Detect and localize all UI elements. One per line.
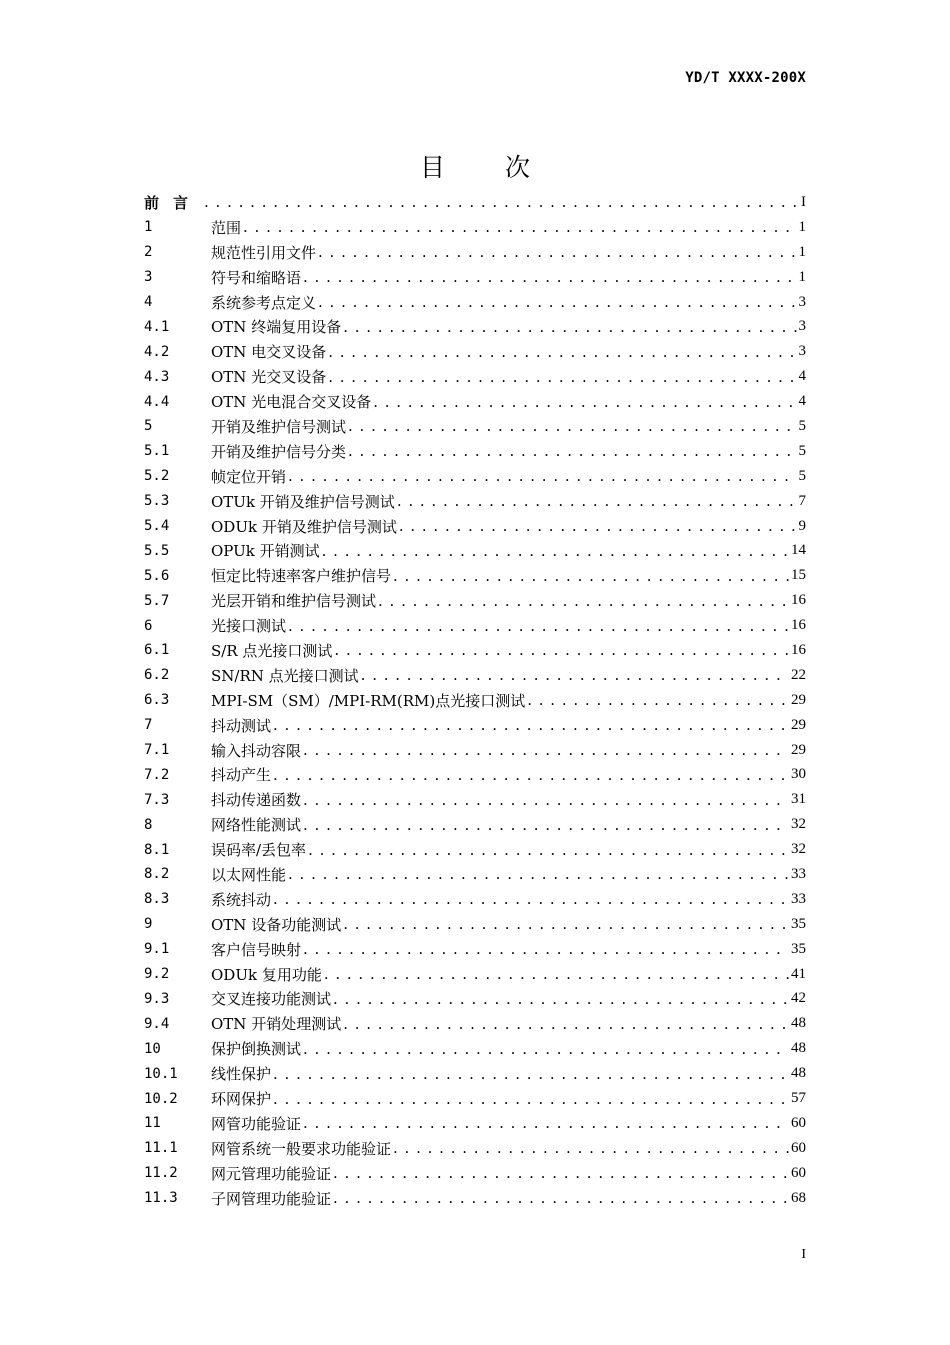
toc-row[interactable]	[144, 314, 806, 339]
toc-page-number: 16	[791, 592, 806, 609]
toc-row[interactable]	[144, 837, 806, 862]
toc-number: 6	[144, 617, 153, 634]
toc-entry-title: 保护倒换测试	[211, 1040, 302, 1059]
toc-row[interactable]	[144, 414, 806, 439]
toc-entry-title: OTN 光电混合交叉设备	[211, 393, 372, 412]
toc-page-number: 32	[791, 841, 806, 858]
toc-leader-dots	[378, 592, 789, 610]
toc-row[interactable]	[144, 215, 806, 240]
toc-row[interactable]	[144, 290, 806, 315]
toc-row[interactable]	[144, 962, 806, 987]
toc-row[interactable]	[144, 240, 806, 265]
toc-entry-title: S/R 点光接口测试	[211, 641, 333, 660]
toc-leader-dots	[273, 716, 789, 734]
toc-entry-title: 网管功能验证	[211, 1114, 302, 1133]
toc-page-number: 29	[791, 741, 806, 758]
toc-row[interactable]	[144, 514, 806, 539]
toc-number: 4	[144, 294, 153, 310]
toc-number: 9.1	[144, 941, 170, 958]
toc-number: 9.2	[144, 966, 170, 983]
toc-number: 8.3	[144, 891, 170, 908]
toc-page-number: 30	[791, 766, 806, 783]
toc-number: 7.1	[144, 742, 170, 759]
toc-leader-dots	[273, 1065, 789, 1083]
toc-number: 5.5	[144, 542, 170, 559]
toc-page-number: 16	[791, 617, 806, 634]
toc-row[interactable]	[144, 538, 806, 563]
toc-number: 5.3	[144, 493, 170, 510]
toc-leader-dots	[527, 691, 789, 709]
toc-entry-title: OTN 光交叉设备	[211, 368, 327, 387]
toc-row[interactable]	[144, 937, 806, 962]
toc-page-number: 29	[791, 716, 806, 733]
toc-page-number: 15	[791, 567, 806, 584]
toc-row[interactable]	[144, 439, 806, 464]
toc-entry-title: 帧定位开销	[211, 467, 287, 486]
toc-leader-dots	[361, 666, 789, 684]
toc-page-number: 33	[791, 890, 806, 907]
toc-page-number: 16	[791, 641, 806, 658]
toc-page-number: 22	[791, 666, 806, 683]
toc-leader-dots	[399, 517, 797, 535]
toc-entry-title: OTUk 开销及维护信号测试	[211, 492, 395, 511]
toc-row[interactable]	[144, 1086, 806, 1111]
toc-entry-title: SN/RN 点光接口测试	[211, 666, 359, 685]
toc-entry-title: 范围	[211, 218, 242, 237]
toc-entry-title: 光层开销和维护信号测试	[211, 592, 377, 611]
toc-number: 4.1	[144, 318, 170, 335]
toc-leader-dots	[343, 915, 789, 933]
toc-number: 2	[144, 244, 153, 261]
toc-row[interactable]	[144, 862, 806, 887]
toc-page-number: 5	[798, 442, 806, 459]
toc-leader-dots	[333, 1189, 789, 1207]
toc-number: 7	[144, 717, 153, 734]
toc-leader-dots	[333, 990, 789, 1008]
toc-leader-dots	[343, 1015, 789, 1033]
toc-entry-title: 输入抖动容限	[211, 741, 302, 760]
toc-page-number: 60	[791, 1114, 806, 1131]
toc-row[interactable]	[144, 1036, 806, 1061]
toc-entry-title: OTN 设备功能测试	[211, 915, 342, 934]
toc-entry-title: 网管系统一般要求功能验证	[211, 1139, 392, 1158]
toc-page-number: 4	[798, 368, 806, 385]
toc-page-number: 48	[791, 1065, 806, 1082]
toc-row[interactable]	[144, 364, 806, 389]
toc-number: 11.1	[144, 1140, 178, 1157]
toc-number: 5.1	[144, 443, 170, 460]
toc-leader-dots	[343, 318, 796, 336]
toc-row-preface[interactable]	[144, 190, 806, 215]
toc-number: 10.2	[144, 1090, 178, 1107]
toc-row[interactable]	[144, 912, 806, 937]
toc-row[interactable]	[144, 787, 806, 812]
toc-entry-title: 以太网性能	[211, 865, 287, 884]
toc-row[interactable]	[144, 762, 806, 787]
toc-page-number: 31	[791, 791, 806, 808]
toc-row[interactable]	[144, 663, 806, 688]
toc-entry-title: 误码率/丢包率	[211, 841, 307, 860]
toc-leader-dots	[333, 1164, 789, 1182]
toc-entry-title: 抖动产生	[211, 766, 272, 785]
toc-number: 9.3	[144, 990, 170, 1007]
toc-number: 10	[144, 1040, 161, 1057]
toc-page-number: 33	[791, 865, 806, 882]
toc-entry-title: MPI-SM（SM）/MPI-RM(RM)点光接口测试	[211, 691, 526, 710]
toc-page-number: 35	[791, 915, 806, 932]
toc-entry-title: 光接口测试	[211, 617, 287, 636]
toc-leader-dots	[393, 1139, 789, 1157]
toc-number: 5	[144, 418, 153, 435]
toc-entry-title: 规范性引用文件	[211, 243, 317, 262]
toc-leader-dots	[348, 417, 796, 435]
toc-entry-title: 环网保护	[211, 1090, 272, 1108]
toc-leader-dots	[373, 393, 796, 411]
toc-row[interactable]	[144, 613, 806, 638]
toc-row[interactable]	[144, 1111, 806, 1136]
toc-entry-title: 前言	[144, 193, 203, 212]
toc-entry-title: 系统抖动	[211, 890, 272, 909]
toc-entry-title: 子网管理功能验证	[211, 1189, 332, 1208]
toc-leader-dots	[243, 218, 796, 236]
toc-page-number: 60	[791, 1139, 806, 1156]
toc-number: 5.2	[144, 468, 170, 485]
toc-entry-title: OTN 开销处理测试	[211, 1015, 342, 1034]
toc-page-number: 48	[791, 1015, 806, 1032]
toc-number: 4.3	[144, 368, 170, 385]
toc-page-number: 60	[791, 1164, 806, 1181]
toc-leader-dots	[328, 343, 796, 361]
toc-number: 1	[144, 219, 153, 236]
table-of-contents	[144, 190, 806, 1211]
toc-entry-title: 恒定比特速率客户维护信号	[211, 567, 392, 586]
toc-entry-title: OPUk 开销测试	[211, 542, 320, 561]
toc-number: 8.2	[144, 866, 170, 883]
toc-row[interactable]	[144, 489, 806, 514]
toc-row[interactable]	[144, 1186, 806, 1211]
toc-page-number: 14	[791, 542, 806, 559]
toc-page-number: 7	[798, 492, 806, 509]
toc-leader-dots	[348, 442, 796, 460]
toc-leader-dots	[303, 1114, 789, 1132]
toc-page-number: 3	[798, 343, 806, 360]
toc-row[interactable]	[144, 1161, 806, 1186]
toc-page-number: 57	[791, 1090, 806, 1106]
toc-row[interactable]	[144, 812, 806, 837]
toc-leader-dots	[303, 268, 796, 286]
toc-page-number: 5	[798, 417, 806, 434]
toc-leader-dots	[204, 193, 799, 211]
toc-page-number: 35	[791, 940, 806, 957]
toc-page-number: 3	[798, 293, 806, 310]
toc-row[interactable]	[144, 464, 806, 489]
toc-entry-title: 线性保护	[211, 1065, 272, 1084]
toc-page-number: 1	[798, 268, 806, 285]
document-code: YD/T XXXX-200X	[685, 70, 806, 86]
toc-row[interactable]	[144, 389, 806, 414]
toc-number: 9	[144, 916, 153, 933]
toc-row[interactable]	[144, 1011, 806, 1036]
toc-leader-dots	[393, 567, 789, 585]
toc-row[interactable]	[144, 588, 806, 613]
toc-row[interactable]	[144, 1061, 806, 1086]
toc-entry-title: 交叉连接功能测试	[211, 990, 332, 1009]
toc-leader-dots	[318, 243, 796, 261]
toc-leader-dots	[318, 293, 796, 311]
toc-leader-dots	[288, 865, 789, 883]
toc-row[interactable]	[144, 738, 806, 763]
toc-page-number: 3	[798, 318, 806, 335]
toc-number: 4.2	[144, 343, 170, 360]
toc-leader-dots	[324, 965, 789, 983]
toc-number: 7.2	[144, 766, 170, 783]
toc-entry-title: 符号和缩略语	[211, 268, 302, 287]
toc-row[interactable]	[144, 265, 806, 290]
toc-leader-dots	[303, 1040, 789, 1058]
toc-page-number: 68	[791, 1189, 806, 1206]
toc-leader-dots	[273, 766, 789, 784]
toc-row[interactable]	[144, 713, 806, 738]
toc-page-number: 1	[798, 243, 806, 260]
toc-number: 6.3	[144, 692, 170, 709]
toc-page-number: 42	[791, 990, 806, 1007]
toc-row[interactable]	[144, 638, 806, 663]
toc-number: 3	[144, 269, 153, 286]
toc-leader-dots	[288, 467, 796, 485]
toc-entry-title: ODUk 开销及维护信号测试	[211, 517, 397, 536]
toc-number: 11.2	[144, 1165, 178, 1182]
toc-entry-title: 系统参考点定义	[211, 293, 317, 312]
toc-leader-dots	[322, 542, 789, 560]
toc-entry-title: ODUk 复用功能	[211, 965, 322, 984]
toc-page-number: 5	[798, 467, 806, 484]
toc-page-number: 29	[791, 691, 806, 708]
toc-page-number: 9	[798, 517, 806, 534]
toc-number: 8.1	[144, 841, 170, 858]
toc-number: 6.1	[144, 642, 170, 659]
toc-number: 6.2	[144, 667, 170, 684]
toc-number: 5.7	[144, 592, 170, 609]
toc-leader-dots	[328, 368, 796, 386]
toc-entry-title: 抖动传递函数	[211, 791, 302, 810]
toc-number: 9.4	[144, 1015, 170, 1032]
toc-leader-dots	[273, 1090, 789, 1108]
toc-entry-title: 网元管理功能验证	[211, 1164, 332, 1183]
toc-number: 4.4	[144, 393, 170, 410]
toc-row[interactable]	[144, 887, 806, 912]
toc-title: 目 次	[420, 153, 556, 182]
toc-page-number: 41	[791, 965, 806, 982]
toc-number: 11.3	[144, 1190, 178, 1207]
toc-entry-title: OTN 电交叉设备	[211, 343, 327, 362]
toc-entry-title: 开销及维护信号测试	[211, 417, 347, 436]
toc-number: 7.3	[144, 791, 170, 808]
toc-number: 10.1	[144, 1065, 178, 1082]
toc-page-number: I	[801, 193, 806, 210]
toc-entry-title: 客户信号映射	[211, 940, 302, 959]
toc-leader-dots	[308, 841, 789, 859]
toc-leader-dots	[303, 791, 789, 809]
toc-page-number: 4	[798, 393, 806, 410]
toc-row[interactable]	[144, 563, 806, 588]
toc-row[interactable]	[144, 987, 806, 1012]
toc-entry-title: 网络性能测试	[211, 816, 302, 835]
toc-number: 5.6	[144, 567, 170, 584]
toc-number: 11	[144, 1115, 161, 1132]
toc-entry-title: OTN 终端复用设备	[211, 318, 342, 337]
toc-leader-dots	[273, 890, 789, 908]
toc-row[interactable]	[144, 688, 806, 713]
toc-page-number: 1	[798, 218, 806, 235]
page-number: I	[801, 1247, 806, 1262]
toc-leader-dots	[303, 816, 789, 834]
toc-page-number: 32	[791, 816, 806, 833]
toc-leader-dots	[397, 492, 797, 510]
toc-leader-dots	[334, 641, 789, 659]
toc-leader-dots	[288, 617, 789, 635]
toc-leader-dots	[303, 741, 789, 759]
toc-leader-dots	[303, 940, 789, 958]
toc-entry-title: 抖动测试	[211, 716, 272, 735]
toc-entry-title: 开销及维护信号分类	[211, 442, 347, 461]
toc-number: 8	[144, 816, 153, 833]
toc-row[interactable]	[144, 1136, 806, 1161]
toc-page-number: 48	[791, 1040, 806, 1057]
toc-row[interactable]	[144, 339, 806, 364]
toc-number: 5.4	[144, 518, 170, 535]
